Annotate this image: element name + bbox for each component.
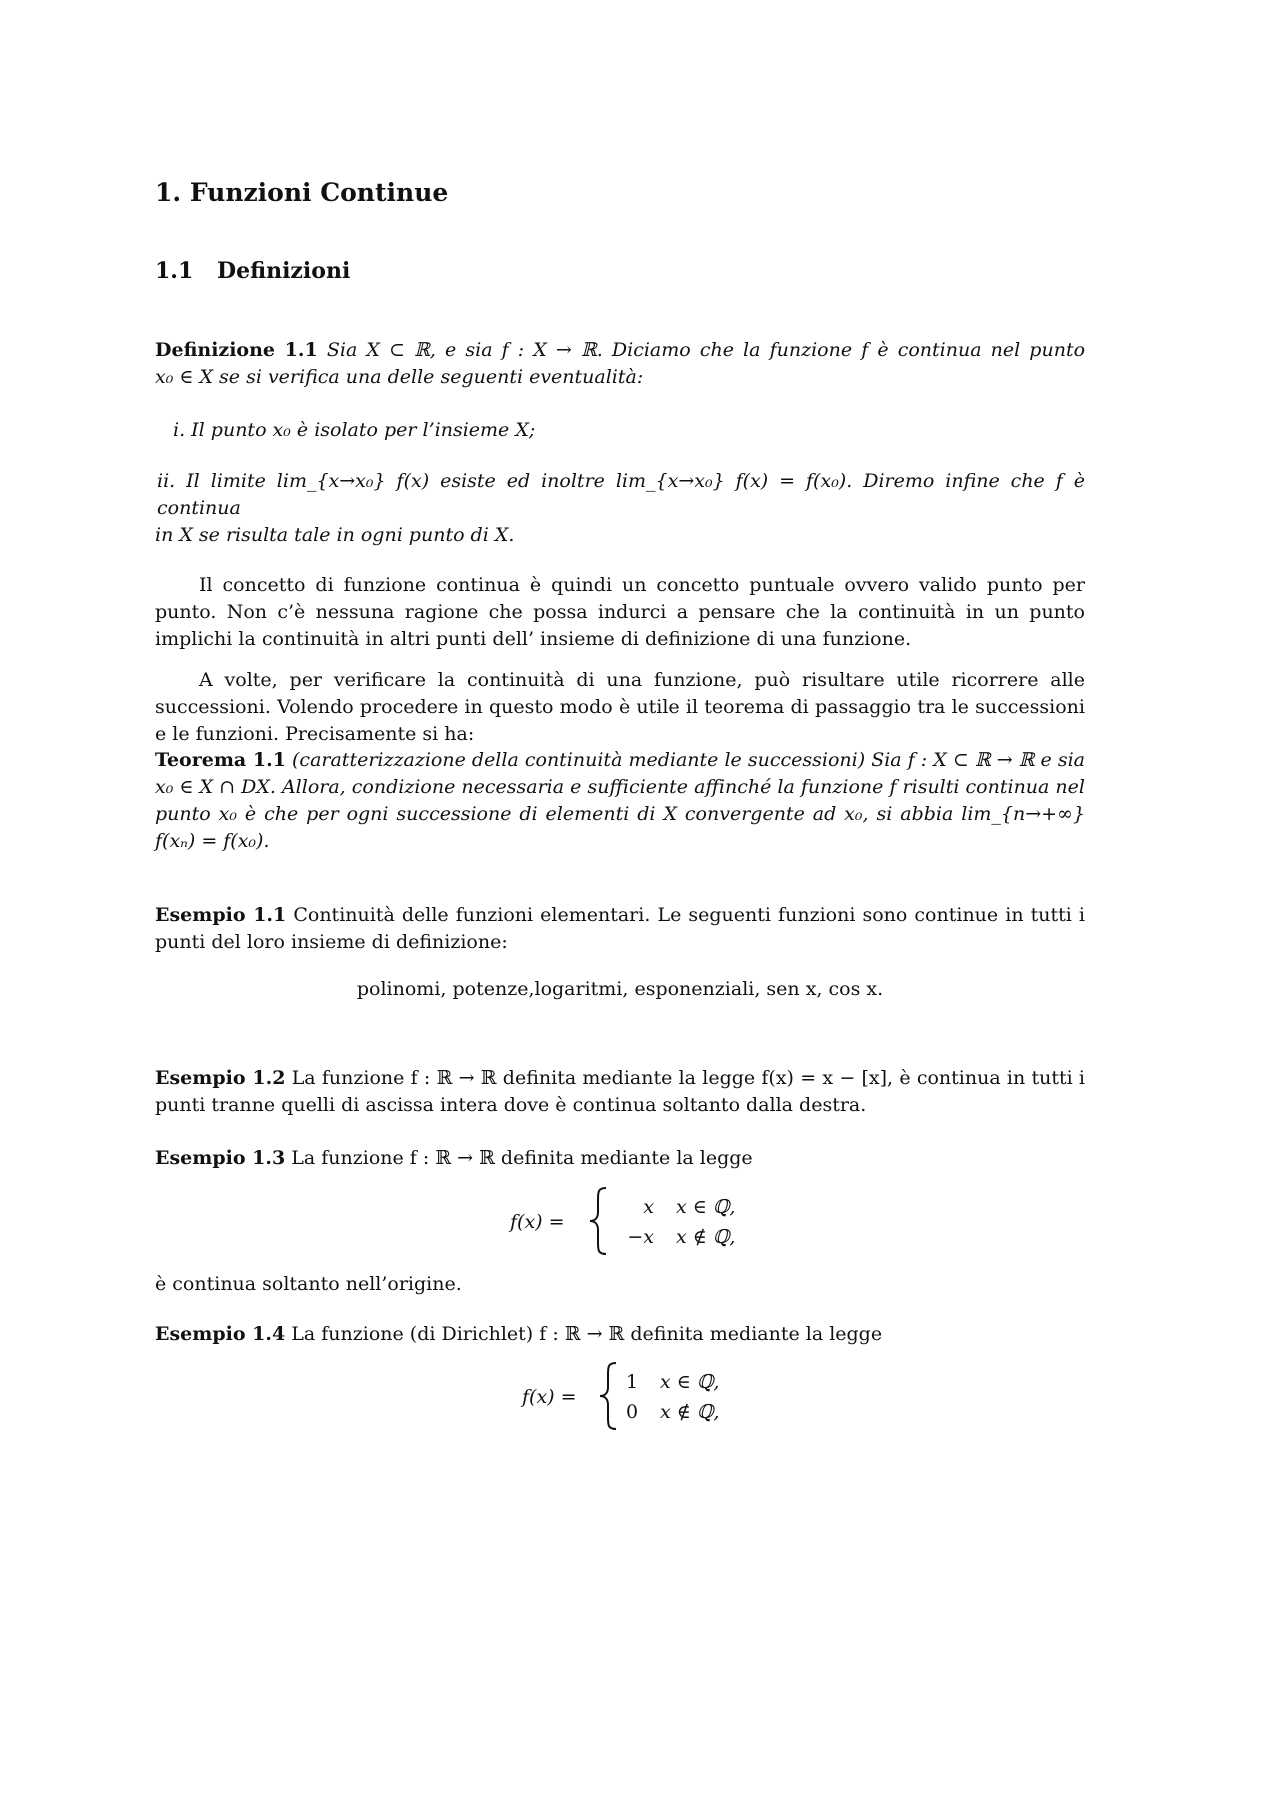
example-4-case-1-value: 1 [626,1371,639,1393]
example-3-piecewise [510,1188,890,1258]
chapter-heading [155,178,448,207]
example-3-lhs: f(x) = [510,1211,565,1233]
paragraph-1: Il concetto di funzione continua è quindi un concetto puntuale ovvero valido punto per punto. Non c’è nessuna ragione che possa indurci a pensare che la continuità in un punto implichi la continuità in altri punti dell’ insieme di definizione di una funzione. [155,574,1085,650]
definition-label: Definizione 1.1 [155,339,318,361]
left-brace-icon [588,1186,610,1256]
example-4-piecewise [522,1363,882,1433]
example-3-label: Esempio 1.3 [155,1147,286,1169]
example-4-lhs: f(x) = [522,1386,577,1408]
example-2-label: Esempio 1.2 [155,1067,286,1089]
example-1-text: Continuità delle funzioni elementari. Le seguenti funzioni sono continue in tutti i punti del loro insieme di definizione: [155,904,1086,953]
example-2-text: La funzione f : ℝ → ℝ definita mediante la legge f(x) = x − [x], è continua in tutti i punti tranne quelli di ascissa intera dove è continua soltanto dalla destra. [155,1067,1086,1116]
example-3-after: è continua soltanto nell’origine. [155,1273,462,1295]
example-3-text: La funzione f : ℝ → ℝ definita mediante la legge [291,1147,753,1169]
definition-block [155,337,1085,391]
definition-item-1 [173,417,535,444]
section-heading [155,258,350,284]
theorem-text: Sia f : X ⊂ ℝ → ℝ e sia x₀ ∈ X ∩ DX. Allora, condizione necessaria e sufficiente affinché la funzione f risulti continua nel punto x₀ è che per ogni successione di elementi di X convergente ad x₀, si abbia lim_{n→+∞} f(xₙ) = f(x₀). [155,749,1086,852]
example-4-case-2-value: 0 [626,1401,639,1423]
paragraph-2: A volte, per verificare la continuità di una funzione, può risultare utile ricorrere alle successioni. Volendo procedere in questo modo è utile il teorema di passaggio tra le successioni e le funzioni. Precisamente si ha: [155,669,1085,745]
section-title: Definizioni [217,258,351,284]
example-3-case-2-condition: x ∉ ℚ, [676,1226,736,1248]
example-3-case-1-value: x [643,1196,654,1218]
example-4-label: Esempio 1.4 [155,1323,286,1345]
example-4-case-1-condition: x ∈ ℚ, [660,1371,720,1393]
example-2-block [155,1065,1085,1119]
example-1-block [155,902,1085,956]
example-4-block [155,1321,1085,1348]
theorem-block [155,747,1085,855]
item-2-marker: ii. [157,470,176,492]
example-4-text: La funzione (di Dirichlet) f : ℝ → ℝ definita mediante la legge [291,1323,883,1345]
example-3-case-1-condition: x ∈ ℚ, [676,1196,736,1218]
example-3-block [155,1145,1085,1172]
example-1-label: Esempio 1.1 [155,904,287,926]
section-number: 1.1 [155,258,194,284]
theorem-label: Teorema 1.1 [155,749,286,771]
example-1-formula: polinomi, potenze,logaritmi, esponenziali, sen x, cos x. [356,978,884,1000]
example-4-case-2-condition: x ∉ ℚ, [660,1401,720,1423]
chapter-number: 1. [155,178,182,207]
example-3-case-2-value: −x [627,1226,654,1248]
definition-line-2: x₀ ∈ X se si verifica una delle seguenti eventualità: [155,366,644,388]
theorem-parenthetical: (caratterizzazione della continuità mediante le successioni) [292,749,866,771]
item-2-line-2: in X se risulta tale in ogni punto di X. [155,524,515,546]
item-1-marker: i. [173,419,186,441]
chapter-title: Funzioni Continue [189,178,449,207]
item-1-text: Il punto x₀ è isolato per l’insieme X; [191,419,536,441]
definition-item-2 [155,468,1085,549]
item-2-line-1: Il limite lim_{x→x₀} f(x) esiste ed inoltre lim_{x→x₀} f(x) = f(x₀). Diremo infine che f è continua [157,470,1085,519]
left-brace-icon [598,1361,620,1431]
definition-line-1: Sia X ⊂ ℝ, e sia f : X → ℝ. Diciamo che la funzione f è continua nel punto [326,339,1086,361]
